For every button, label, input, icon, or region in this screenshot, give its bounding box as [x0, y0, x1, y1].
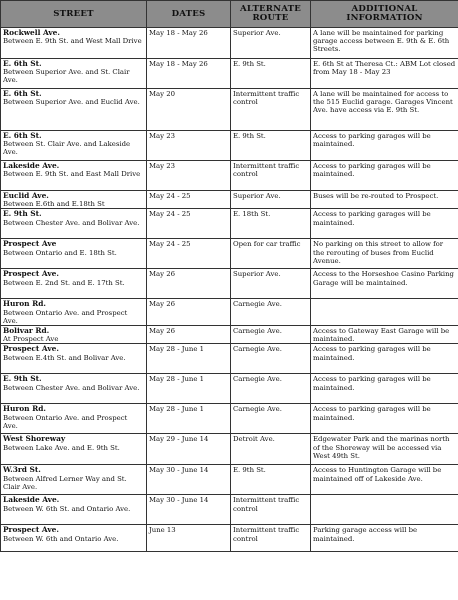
alternate-route-cell: Intermittent traffic control	[231, 161, 311, 191]
street-segment: Between W. 6th and Ontario Ave.	[3, 534, 119, 543]
dates-cell: June 13	[147, 525, 231, 552]
street-cell	[1, 161, 147, 191]
street-segment: Between Alfred Lerner Way and St. Clair Ave.	[3, 474, 127, 491]
dates-cell: May 24 - 25	[147, 191, 231, 209]
street-name: Bolivar Rd.	[3, 326, 50, 336]
alternate-route-cell: Carnegie Ave.	[231, 404, 311, 434]
dates-cell: May 23	[147, 131, 231, 161]
alternate-route-cell: Carnegie Ave.	[231, 344, 311, 374]
street-segment: Between Superior Ave. and St. Clair Ave.	[3, 68, 130, 85]
street-cell	[1, 59, 147, 89]
table-row	[1, 525, 458, 552]
street-segment: Between Ontario Ave. and Prospect Ave.	[3, 308, 128, 325]
table-row	[1, 131, 458, 161]
street-segment: At Prospect Ave	[3, 335, 59, 344]
table-row	[1, 89, 458, 131]
dates-cell: May 18 - May 26	[147, 28, 231, 59]
header-row	[1, 1, 458, 28]
alternate-route-cell: Intermittent traffic control	[231, 525, 311, 552]
additional-info-cell: Access to parking garages will be maintained.	[311, 344, 458, 374]
alternate-route-cell: Open for car traffic	[231, 239, 311, 269]
header-additional-information: ADDITIONAL INFORMATION	[311, 1, 458, 28]
header-alternate-route: ALTERNATE ROUTE	[231, 1, 311, 28]
street-name: E. 9th St.	[3, 209, 42, 219]
street-segment: Between Chester Ave. and Bolivar Ave.	[3, 218, 140, 227]
alternate-route-cell: E. 18th St.	[231, 209, 311, 239]
dates-cell: May 30 - June 14	[147, 465, 231, 495]
street-cell	[1, 326, 147, 344]
table-row	[1, 344, 458, 374]
additional-info-cell: No parking on this street to allow for the rerouting of buses from Euclid Avenue.	[311, 239, 458, 269]
street-cell	[1, 89, 147, 131]
street-cell	[1, 344, 147, 374]
street-segment: Between E. 9th St. and East Mall Drive	[3, 170, 141, 179]
additional-info-cell: Access to Gateway East Garage will be maintained.	[311, 326, 458, 344]
dates-cell: May 24 - 25	[147, 209, 231, 239]
street-segment: Between St. Clair Ave. and Lakeside Ave.	[3, 140, 131, 157]
street-cell	[1, 299, 147, 326]
street-cell	[1, 131, 147, 161]
alternate-route-cell: Superior Ave.	[231, 191, 311, 209]
alternate-route-cell: Carnegie Ave.	[231, 326, 311, 344]
street-name: Euclid Ave.	[3, 191, 49, 200]
table-row	[1, 28, 458, 59]
street-cell	[1, 269, 147, 299]
additional-info-cell: Parking garage access will be maintained.	[311, 525, 458, 552]
table-row	[1, 239, 458, 269]
street-name: W.3rd St.	[3, 465, 41, 475]
alternate-route-cell: Carnegie Ave.	[231, 299, 311, 326]
street-name: Prospect Ave.	[3, 344, 59, 354]
street-cell	[1, 374, 147, 404]
street-cell	[1, 495, 147, 525]
street-name: Rockwell Ave.	[3, 28, 60, 37]
street-segment: Between Ontario and E. 18th St.	[3, 248, 117, 257]
street-segment: Between Superior Ave. and Euclid Ave.	[3, 98, 140, 107]
additional-info-cell: Access to the Horseshoe Casino Parking Garage will be maintained.	[311, 269, 458, 299]
street-name: Prospect Ave.	[3, 525, 59, 535]
additional-info-cell: Buses will be re-routed to Prospect.	[311, 191, 458, 209]
additional-info-cell: Access to parking garages will be maintained.	[311, 404, 458, 434]
additional-info-cell	[311, 299, 458, 326]
additional-info-cell: A lane will be maintained for parking garage access between E. 9th & E. 6th Streets.	[311, 28, 458, 59]
street-name: Prospect Ave.	[3, 269, 59, 279]
additional-info-cell: Edgewater Park and the marinas north of the Shoreway will be accessed via West 49th St.	[311, 434, 458, 465]
alternate-route-cell: Carnegie Ave.	[231, 374, 311, 404]
street-segment: Between E. 9th St. and West Mall Drive	[3, 37, 142, 46]
street-name: Lakeside Ave.	[3, 495, 60, 505]
street-cell	[1, 525, 147, 552]
street-name: Prospect Ave	[3, 239, 57, 249]
dates-cell: May 18 - May 26	[147, 59, 231, 89]
table-row	[1, 299, 458, 326]
table-row	[1, 191, 458, 209]
alternate-route-cell: Superior Ave.	[231, 28, 311, 59]
street-name: West Shoreway	[3, 434, 66, 444]
table-row	[1, 161, 458, 191]
street-name: E. 9th St.	[3, 374, 42, 384]
street-cell	[1, 434, 147, 465]
table-row	[1, 326, 458, 344]
dates-cell: May 26	[147, 299, 231, 326]
alternate-route-cell: Intermittent traffic control	[231, 495, 311, 525]
dates-cell: May 26	[147, 326, 231, 344]
alternate-route-cell: E. 9th St.	[231, 465, 311, 495]
additional-info-cell	[311, 495, 458, 525]
table-row	[1, 465, 458, 495]
dates-cell: May 30 - June 14	[147, 495, 231, 525]
street-cell	[1, 465, 147, 495]
street-segment: Between W. 6th St. and Ontario Ave.	[3, 504, 131, 513]
street-name: Huron Rd.	[3, 404, 47, 414]
additional-info-cell: Access to parking garages will be maintained.	[311, 374, 458, 404]
alternate-route-cell: E. 9th St.	[231, 131, 311, 161]
table-row	[1, 269, 458, 299]
additional-info-cell: E. 6th St at Theresa Ct.: ABM Lot closed from May 18 - May 23	[311, 59, 458, 89]
table-row	[1, 374, 458, 404]
street-segment: Between E. 2nd St. and E. 17th St.	[3, 278, 125, 287]
alternate-route-cell: Detroit Ave.	[231, 434, 311, 465]
dates-cell: May 26	[147, 269, 231, 299]
street-cell	[1, 28, 147, 59]
dates-cell: May 29 - June 14	[147, 434, 231, 465]
dates-cell: May 23	[147, 161, 231, 191]
street-segment: Between Ontario Ave. and Prospect Ave.	[3, 413, 128, 430]
dates-cell: May 20	[147, 89, 231, 131]
street-cell	[1, 404, 147, 434]
table-row	[1, 209, 458, 239]
additional-info-cell: Access to Huntington Garage will be maintained off of Lakeside Ave.	[311, 465, 458, 495]
street-segment: Between Lake Ave. and E. 9th St.	[3, 443, 120, 452]
street-cell	[1, 191, 147, 209]
additional-info-cell: A lane will be maintained for access to the 515 Euclid garage. Garages Vincent Ave. have access via E. 9th St.	[311, 89, 458, 131]
header-dates: DATES	[147, 1, 231, 28]
street-cell	[1, 209, 147, 239]
dates-cell: May 28 - June 1	[147, 344, 231, 374]
dates-cell: May 28 - June 1	[147, 374, 231, 404]
street-segment: Between E.4th St. and Bolivar Ave.	[3, 353, 126, 362]
additional-info-cell: Access to parking garages will be maintained.	[311, 161, 458, 191]
street-cell	[1, 239, 147, 269]
dates-cell: May 28 - June 1	[147, 404, 231, 434]
alternate-route-cell: E. 9th St.	[231, 59, 311, 89]
street-name: E. 6th St.	[3, 59, 42, 68]
street-segment: Between E.6th and E.18th St	[3, 200, 105, 209]
street-name: E. 6th St.	[3, 131, 42, 140]
street-name: Huron Rd.	[3, 299, 47, 309]
street-name: E. 6th St.	[3, 89, 42, 98]
table-row	[1, 59, 458, 89]
additional-info-cell: Access to parking garages will be maintained.	[311, 131, 458, 161]
table-row	[1, 495, 458, 525]
dates-cell: May 24 - 25	[147, 239, 231, 269]
street-name: Lakeside Ave.	[3, 161, 60, 170]
street-segment: Between Chester Ave. and Bolivar Ave.	[3, 383, 140, 392]
alternate-route-cell: Superior Ave.	[231, 269, 311, 299]
header-street: STREET	[1, 1, 147, 28]
additional-info-cell: Access to parking garages will be maintained.	[311, 209, 458, 239]
table-row	[1, 404, 458, 434]
alternate-route-cell: Intermittent traffic control	[231, 89, 311, 131]
table-row	[1, 434, 458, 465]
